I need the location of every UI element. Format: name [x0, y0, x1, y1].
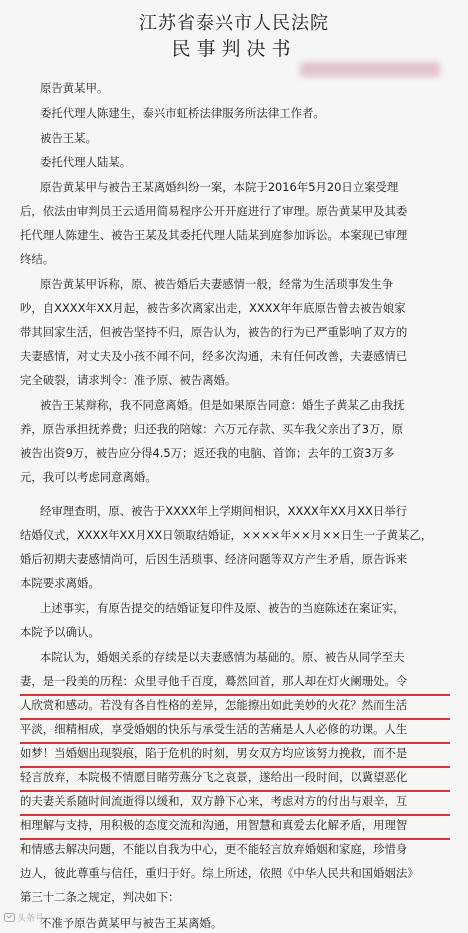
text-line: 原告黄某甲诉称，原、被告婚后夫妻感情一般，经常为生活琐事发生争: [40, 277, 394, 291]
red-underline: [20, 742, 450, 744]
watermark-icon: [4, 913, 15, 922]
document-title: 民事判决书: [171, 38, 297, 60]
text-line: 婚后初期夫妻感情尚可，后因生活琐事、经济问题等双方产生矛盾，原告诉来: [20, 552, 408, 566]
text-line: 第三十二条之规定，判决如下：: [20, 890, 180, 904]
text-line: 原告黄某甲与被告王某离婚纠纷一案，本院于2016年5月20日立案受理: [40, 180, 399, 194]
text-line: 被告王某辩称，我不同意离婚。但是如果原告同意：婚生子黄某乙由我抚: [40, 398, 405, 412]
text-line: 结婚仪式，XXXX年XX月XX日领取结婚证，××××年××月××日生一子黄某乙，: [20, 528, 433, 542]
red-underline: [20, 718, 450, 720]
verdict-line: 不准予原告黄某甲与被告王某离婚。: [40, 916, 223, 930]
text-line: 妻，是一段美的历程：众里寻他千百度，蓦然回首，那人却在灯火阑珊处。令: [20, 674, 408, 688]
watermark: [4, 911, 44, 924]
text-line: 吵，自XXXX年XX月起，被告多次离家出走，XXXX年年底原告曾去被告娘家: [20, 301, 406, 315]
text-line: 和情感去解决问题，不能以自我为中心，更不能轻言放弃婚姻和家庭，珍惜身: [20, 842, 408, 856]
text-line: 元，我可以考虑同意离婚。: [20, 470, 157, 484]
text-line: 委托代理人陈建生，泰兴市虹桥法律服务所法律工作者。: [40, 106, 325, 120]
text-line: 的夫妻关系随时间流逝得以缓和，双方静下心来，考虑对方的付出与艰辛，互: [20, 794, 408, 808]
text-line: 人欣赏和感动。若没有各自性格的差异，怎能擦出如此美妙的火花？然而生活: [20, 698, 408, 712]
text-line: 完全破裂，请求判令：准予原、被告离婚。: [20, 373, 237, 387]
text-line: 终结。: [20, 252, 55, 266]
text-line: 本院要求离婚。: [20, 576, 100, 590]
text-line: 带其回家生活，但被告坚持不归，原告认为，被告的行为已严重影响了双方的: [20, 325, 408, 339]
text-line: 如梦！当婚姻出现裂痕，陷于危机的时刻，男女双方均应该努力挽救，而不是: [20, 746, 408, 760]
red-underline: [20, 694, 450, 696]
text-line: 平淡，细精相成，享受婚姻的快乐与承受生活的苦痛是人人必修的功课。人生: [20, 722, 408, 736]
text-line: 原告黄某甲。: [40, 81, 109, 95]
watermark-text: 头条号: [17, 914, 45, 924]
text-line: 委托代理人陆某。: [40, 155, 132, 169]
text-line: 本院认为，婚姻关系的存续是以夫妻感情为基础的。原、被告从同学至夫: [40, 650, 405, 664]
text-line: 本院予以确认。: [20, 625, 100, 639]
red-underline: [20, 766, 450, 768]
text-line: 被告出资9万，被告应分得4.5万；返还我的电脑、首饰；去年的工资3万多: [20, 446, 395, 460]
text-line: 夫妻感情，对丈夫及小孩不闻不问，经多次沟通，未有任何改善，夫妻感情已: [20, 349, 408, 363]
text-line: 被告王某。: [40, 131, 97, 145]
text-line: 上述事实，有原告提交的结婚证复印件及原、被告的当庭陈述在案证实，: [40, 601, 405, 615]
red-underline: [20, 790, 450, 792]
court-name: 江苏省泰兴市人民法院: [139, 13, 329, 34]
text-line: 托代理人陈建生、被告王某及其委托代理人陆某到庭参加诉讼。本案现已审理: [20, 228, 408, 242]
text-line: 经审理查明，原、被告于XXXX年上学期间相识，XXXX年XX月XX日举行: [40, 504, 408, 518]
red-underline: [20, 814, 450, 816]
text-line: 养，原告承担抚养费；归还我的陪嫁：六万元存款、买车我父亲出了3万，原: [20, 422, 404, 436]
text-line: 边人，彼此尊重与信任，重归于好。综上所述，依照《中华人民共和国婚姻法》: [20, 866, 419, 880]
text-line: 相理解与支持，用积极的态度交流和沟通，用智慧和真爱去化解矛盾，用理智: [20, 818, 408, 832]
redacted-case-number: [300, 62, 440, 77]
red-underline: [20, 838, 450, 840]
text-line: 轻言放弃，本院极不情愿目睹劳燕分飞之哀景，遂给出一段时间，以冀望恶化: [20, 770, 408, 784]
text-line: 后，依法由审判员王云适用简易程序公开开庭进行了审理。原告黄某甲及其委: [20, 204, 408, 218]
